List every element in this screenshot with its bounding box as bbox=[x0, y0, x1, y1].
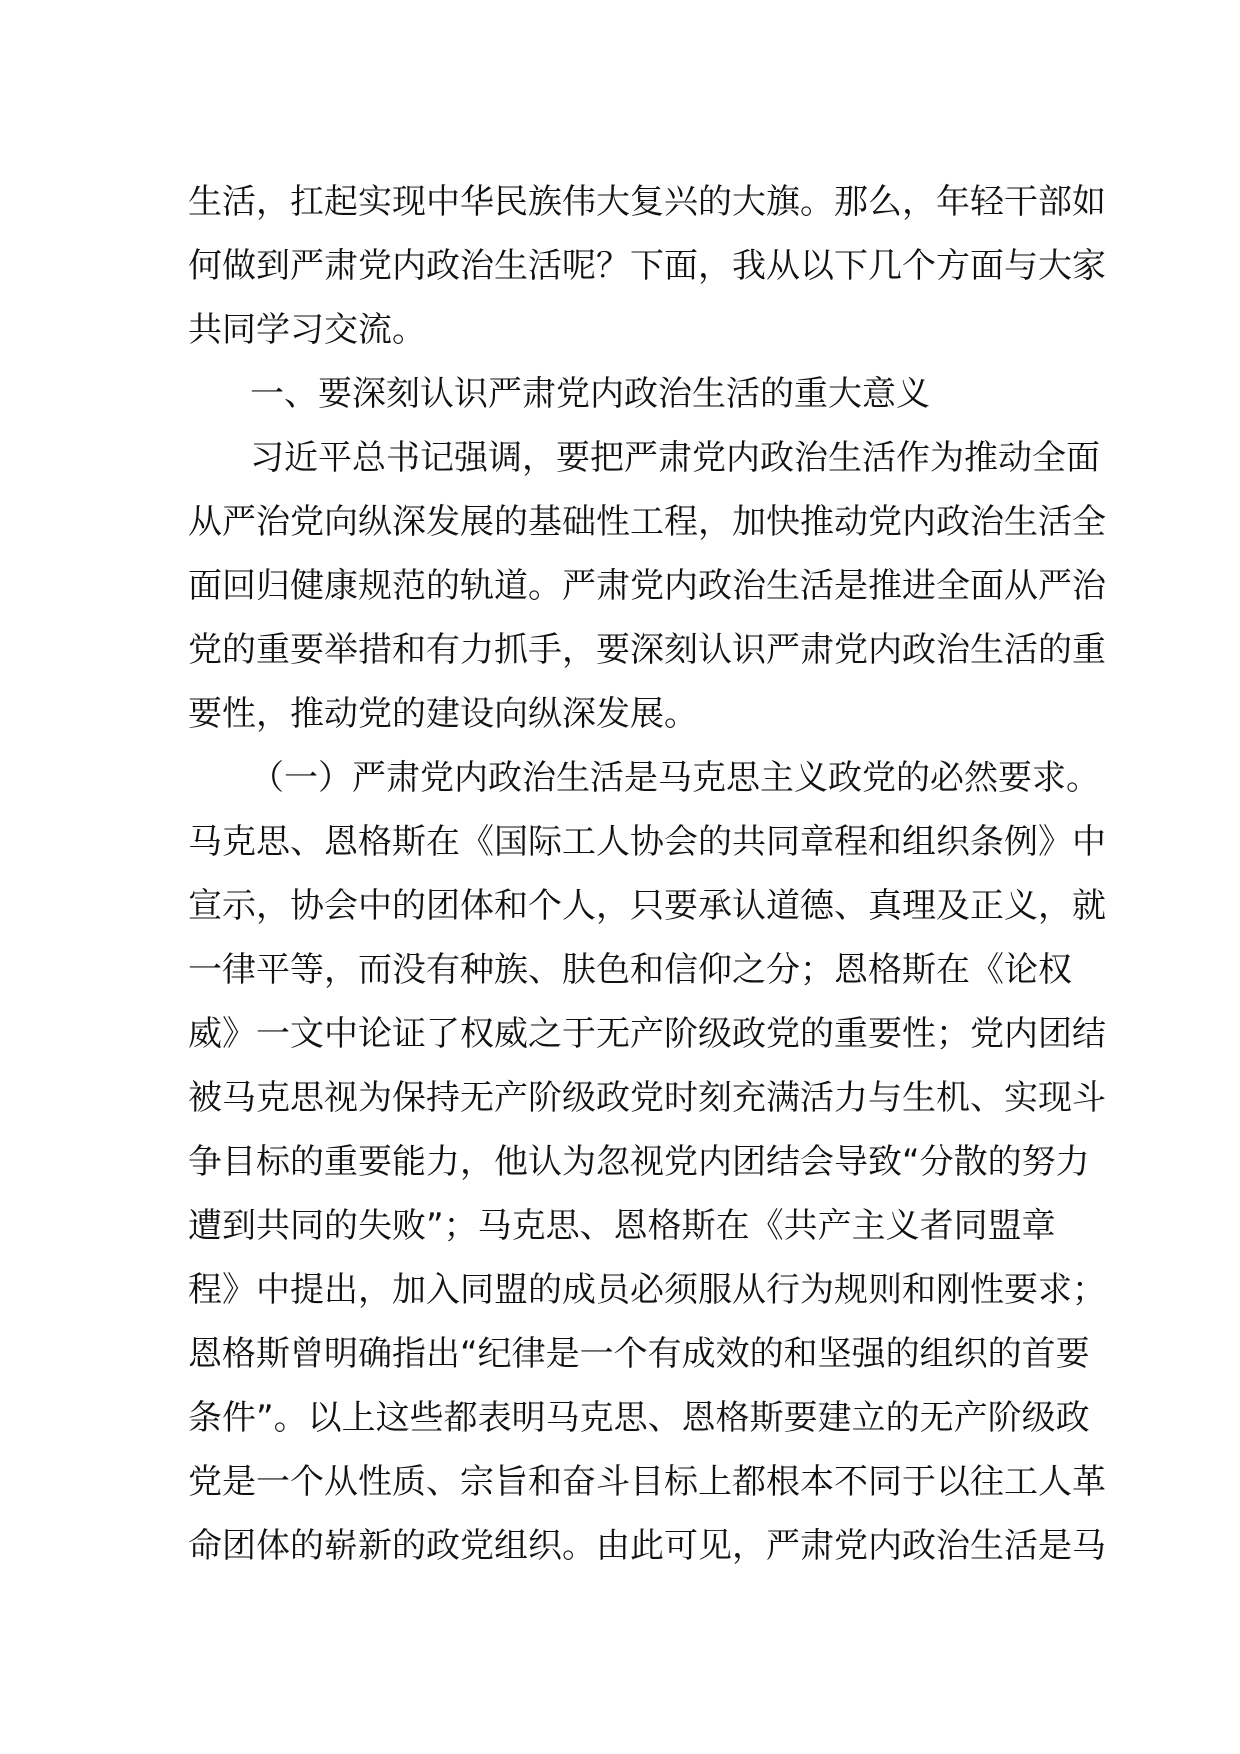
text-line: 争目标的重要能力，他认为忽视党内团结会导致“分散的努力 bbox=[188, 1142, 1090, 1182]
subsection-heading: （一）严肃党内政治生活是马克思主义政党的必然要求。 bbox=[250, 758, 1100, 798]
text-line: 一律平等，而没有种族、肤色和信仰之分；恩格斯在《论权 bbox=[188, 950, 1072, 990]
section-heading: 一、要深刻认识严肃党内政治生活的重大意义 bbox=[250, 374, 930, 414]
text-line: 马克思、恩格斯在《国际工人协会的共同章程和组织条例》中 bbox=[188, 822, 1106, 862]
text-line: 从严治党向纵深发展的基础性工程，加快推动党内政治生活全 bbox=[188, 502, 1106, 542]
text-line: 习近平总书记强调，要把严肃党内政治生活作为推动全面 bbox=[250, 438, 1100, 478]
text-line: 要性，推动党的建设向纵深发展。 bbox=[188, 694, 698, 734]
text-line: 党是一个从性质、宗旨和奋斗目标上都根本不同于以往工人革 bbox=[188, 1462, 1106, 1502]
text-line: 被马克思视为保持无产阶级政党时刻充满活力与生机、实现斗 bbox=[188, 1078, 1106, 1118]
text-line: 党的重要举措和有力抓手，要深刻认识严肃党内政治生活的重 bbox=[188, 630, 1106, 670]
text-line: 恩格斯曾明确指出“纪律是一个有成效的和坚强的组织的首要 bbox=[188, 1334, 1090, 1374]
body-text bbox=[188, 170, 1106, 1578]
text-line: 共同学习交流。 bbox=[188, 310, 426, 350]
text-line: 程》中提出，加入同盟的成员必须服从行为规则和刚性要求； bbox=[188, 1270, 1106, 1310]
text-line: 生活，扛起实现中华民族伟大复兴的大旗。那么，年轻干部如 bbox=[188, 182, 1106, 222]
text-line: 遭到共同的失败”；马克思、恩格斯在《共产主义者同盟章 bbox=[188, 1206, 1056, 1246]
text-line: 宣示，协会中的团体和个人，只要承认道德、真理及正义，就 bbox=[188, 886, 1106, 926]
text-line: 命团体的崭新的政党组织。由此可见，严肃党内政治生活是马 bbox=[188, 1526, 1106, 1566]
text-line: 何做到严肃党内政治生活呢？下面，我从以下几个方面与大家 bbox=[188, 246, 1106, 286]
text-line: 面回归健康规范的轨道。严肃党内政治生活是推进全面从严治 bbox=[188, 566, 1106, 606]
text-line: 威》一文中论证了权威之于无产阶级政党的重要性；党内团结 bbox=[188, 1014, 1106, 1054]
text-line: 条件”。以上这些都表明马克思、恩格斯要建立的无产阶级政 bbox=[188, 1398, 1090, 1438]
